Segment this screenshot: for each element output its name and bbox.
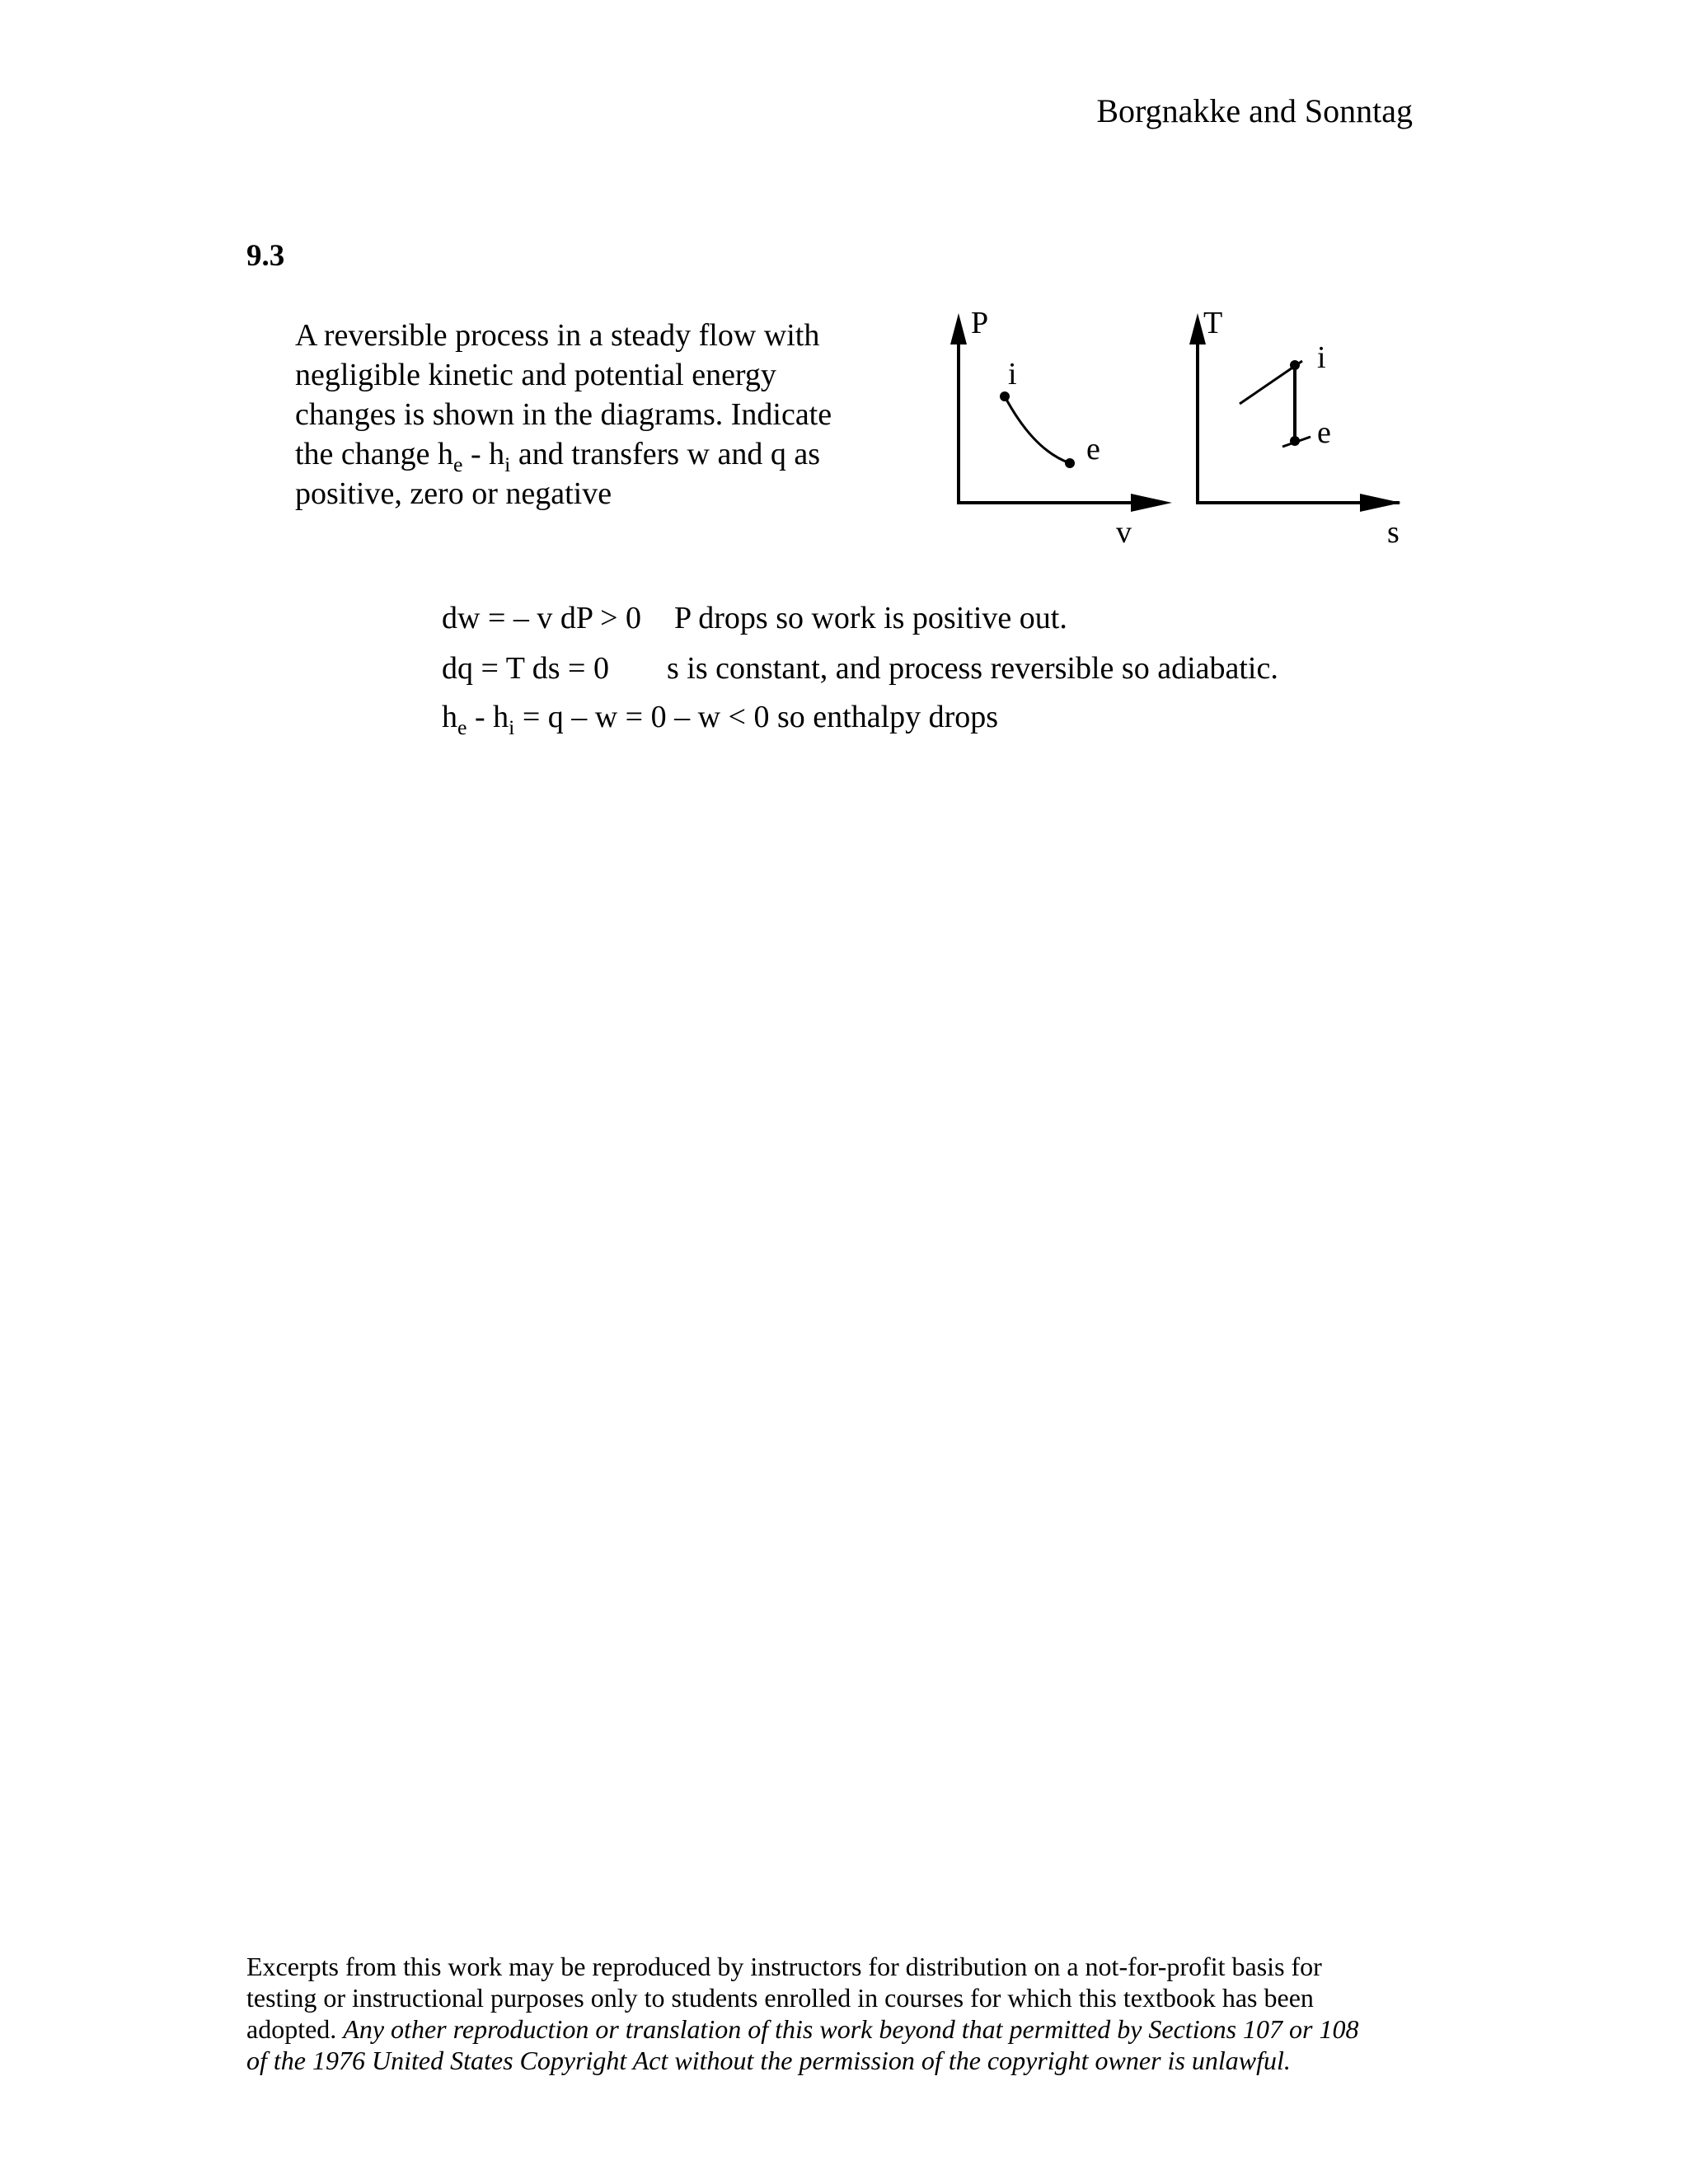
subscript: i xyxy=(509,715,515,740)
problem-statement xyxy=(295,316,889,513)
statement-text: the change h xyxy=(295,437,454,471)
work-note: P drops so work is positive out. xyxy=(674,601,1067,635)
ts-diagram xyxy=(1177,305,1424,552)
statement-text: and transfers w and q as xyxy=(510,437,821,471)
header-author: Borgnakke and Sonntag xyxy=(1096,92,1413,129)
statement-line: positive, zero or negative xyxy=(295,476,612,511)
ts-point-e xyxy=(1290,436,1300,446)
subscript: e xyxy=(457,715,467,740)
problem-number: 9.3 xyxy=(246,239,285,273)
ts-label-i: i xyxy=(1317,340,1326,375)
ts-label-e: e xyxy=(1317,415,1331,450)
pv-y-arrowhead xyxy=(950,313,967,344)
solution-line-heat xyxy=(442,653,1278,684)
statement-line xyxy=(295,434,889,477)
pv-x-arrowhead xyxy=(1131,494,1172,512)
footer-text: adopted. xyxy=(246,2014,344,2044)
footer-italic: of the 1976 United States Copyright Act without the permission of the copyright owner is unlawful. xyxy=(246,2046,1291,2075)
footer-line: testing or instructional purposes only to students enrolled in courses for which this textbook has been xyxy=(246,1983,1314,2013)
statement-line: A reversible process in a steady flow with xyxy=(295,318,820,353)
pv-diagram xyxy=(940,305,1162,552)
footer-line: Excerpts from this work may be reproduced by instructors for distribution on a not-for-profit basis for xyxy=(246,1952,1322,1981)
footer-italic: Any other reproduction or translation of this work beyond that permitted by Sections 107 or 108 xyxy=(343,2014,1359,2044)
footer-line xyxy=(246,2045,1433,2076)
enthalpy-text: h xyxy=(442,700,457,734)
footer-line xyxy=(246,2013,1433,2045)
pv-process-curve xyxy=(1005,396,1070,463)
subscript: e xyxy=(453,452,463,477)
ts-point-i xyxy=(1290,360,1300,370)
enthalpy-text: = q – w = 0 – w < 0 so enthalpy drops xyxy=(514,700,999,734)
subscript: i xyxy=(504,452,511,477)
heat-equation: dq = T ds = 0 xyxy=(442,651,609,686)
pv-point-i xyxy=(1000,391,1010,401)
ts-x-label: s xyxy=(1387,515,1400,550)
statement-line: changes is shown in the diagrams. Indicate xyxy=(295,397,832,432)
pv-x-label: v xyxy=(1116,515,1132,550)
pv-y-label: P xyxy=(971,306,989,340)
pv-label-e: e xyxy=(1086,432,1100,466)
pv-point-e xyxy=(1065,458,1075,468)
heat-note: s is constant, and process reversible so adiabatic. xyxy=(667,651,1278,686)
ts-y-label: T xyxy=(1203,306,1223,340)
statement-line: negligible kinetic and potential energy xyxy=(295,358,776,392)
copyright-footer xyxy=(246,1951,1433,2076)
solution-line-work xyxy=(442,602,1067,634)
ts-x-arrowhead xyxy=(1360,494,1401,512)
pv-label-i: i xyxy=(1008,357,1017,391)
work-equation: dw = – v dP > 0 xyxy=(442,601,642,635)
solution-line-enthalpy xyxy=(442,700,999,740)
statement-text: - h xyxy=(462,437,505,471)
enthalpy-text: - h xyxy=(467,700,509,734)
